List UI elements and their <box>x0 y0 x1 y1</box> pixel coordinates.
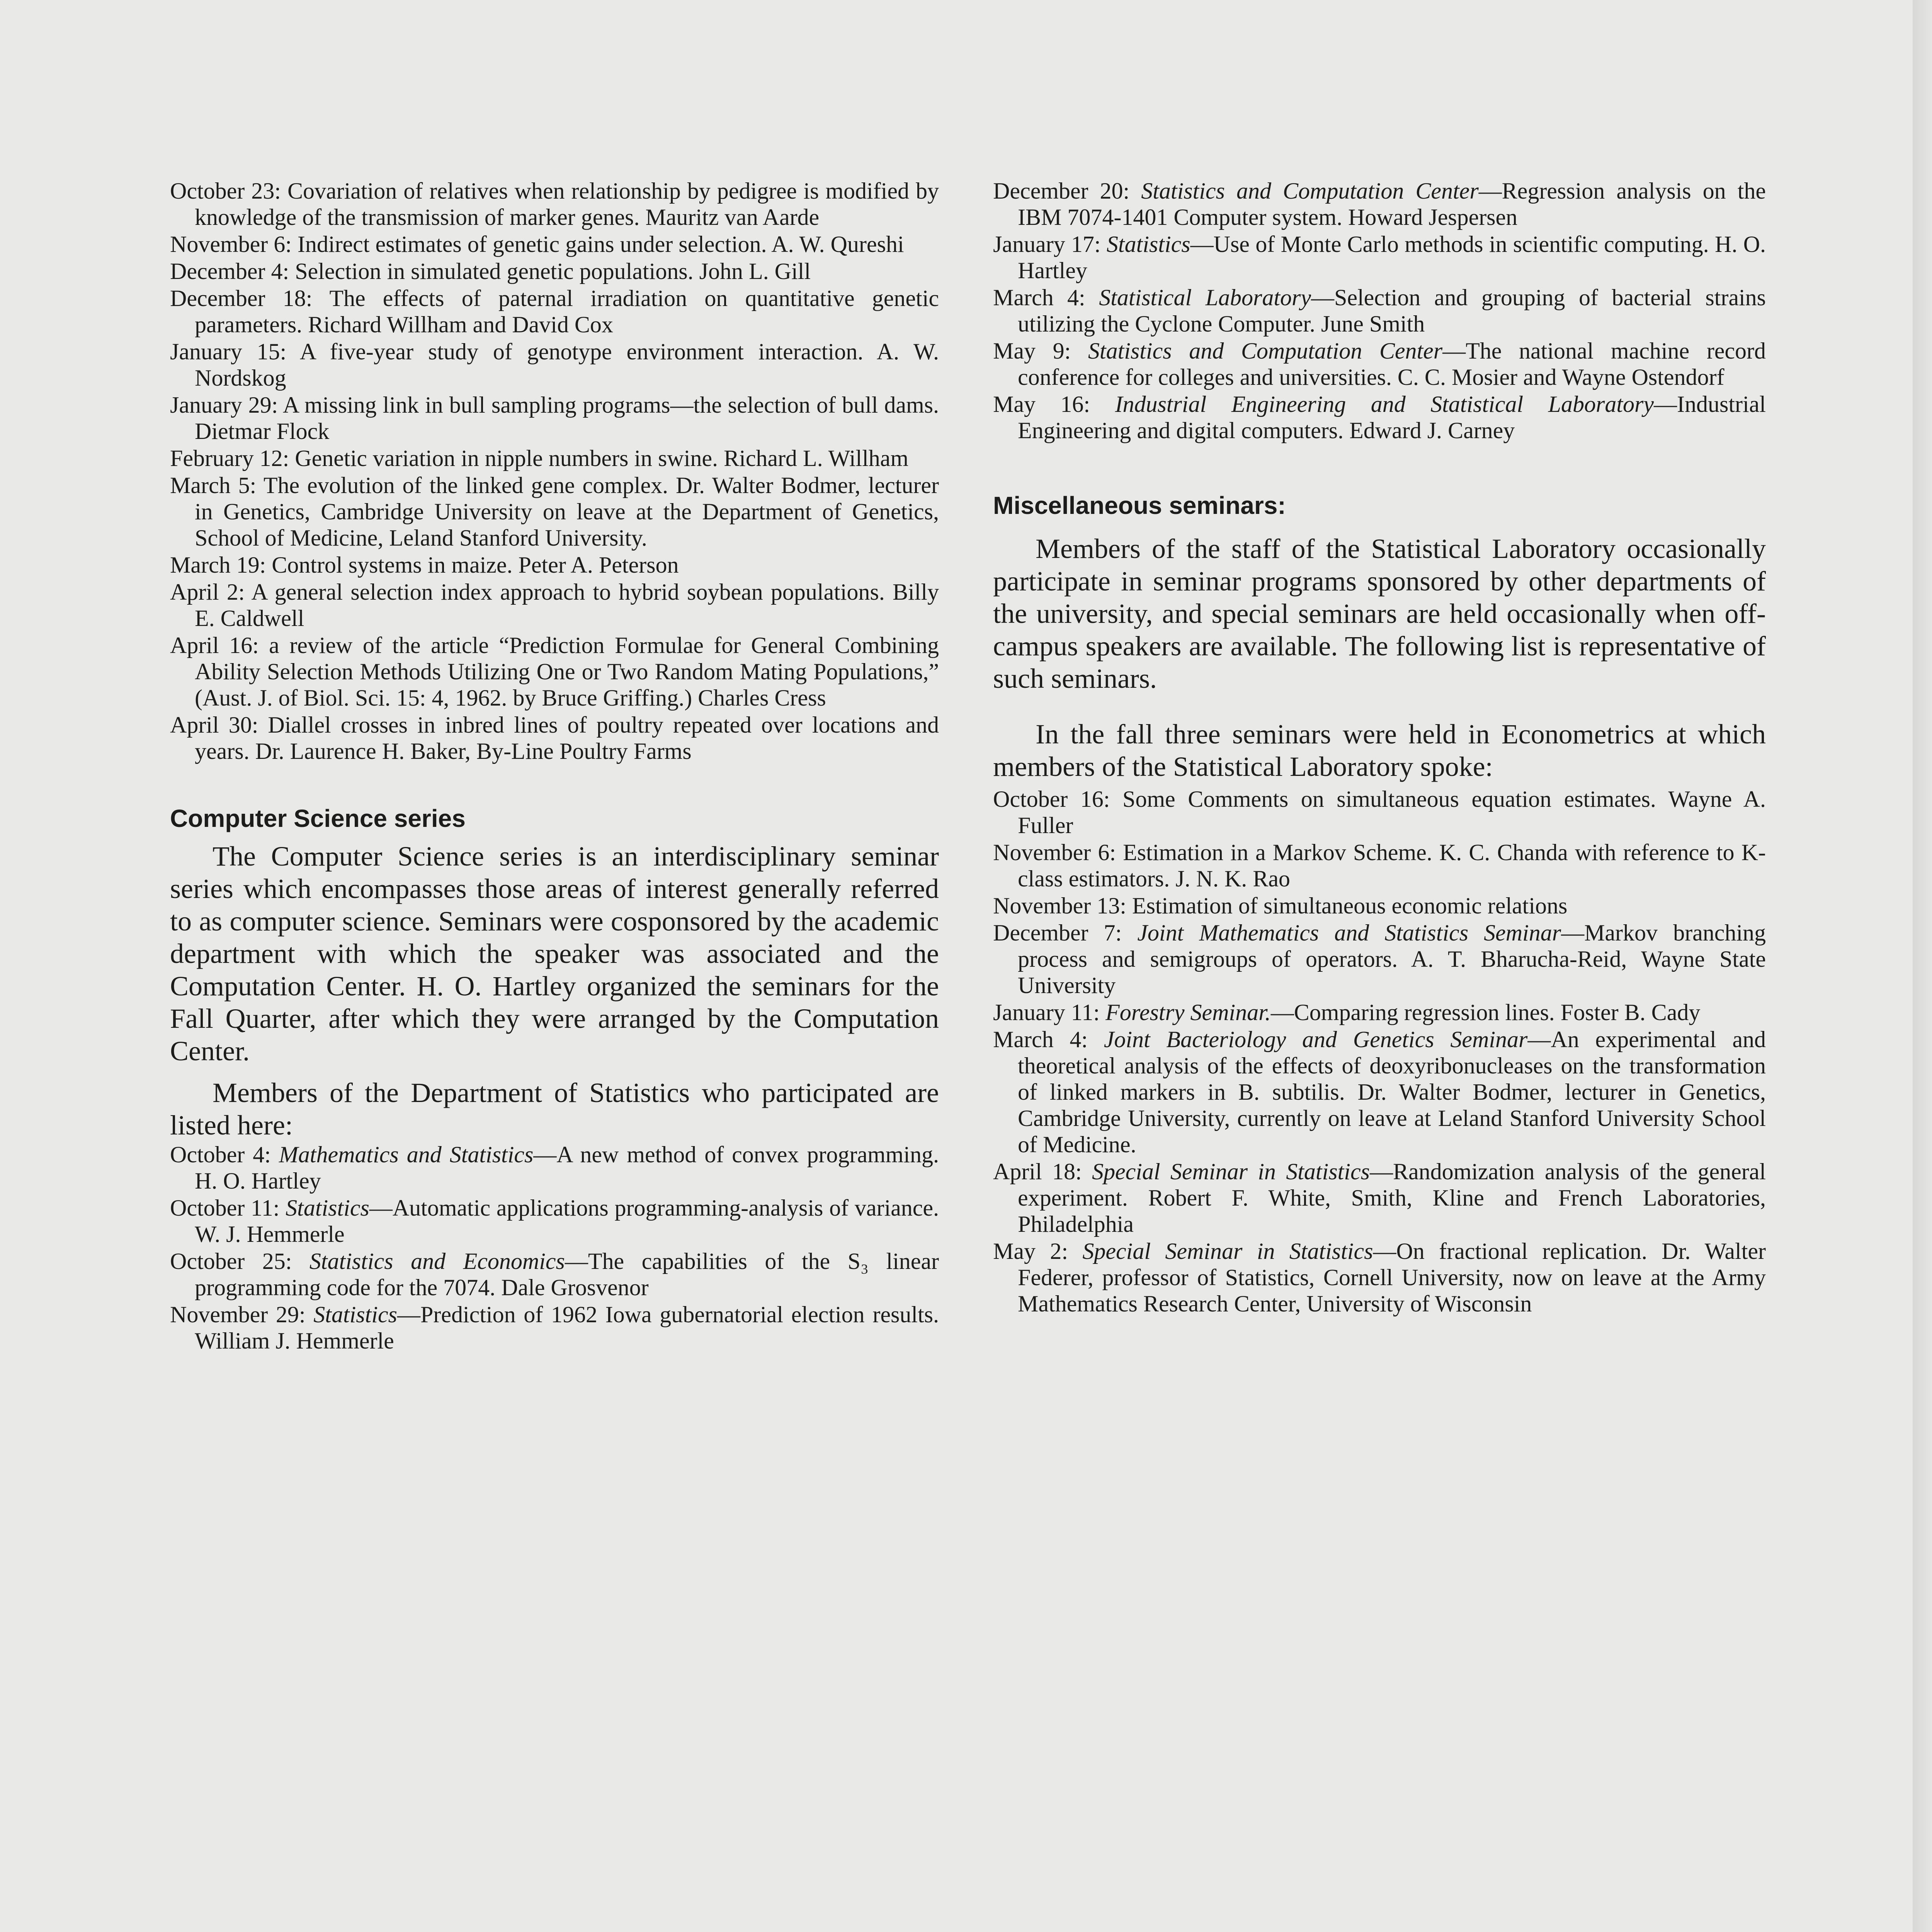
seminar-description: Diallel crosses in inbred lines of poultry repeated over locations and years. Dr. Laurence H. Baker, By-Line Poultry Farms <box>195 712 939 764</box>
seminar-description: —Markov branching process and semigroups of operators. A. T. Bharucha-Reid, Wayne State University <box>1018 920 1766 998</box>
computer-science-seminar-list <box>170 1141 939 1354</box>
seminar-series: Joint Bacteriology and Genetics Seminar <box>1104 1027 1528 1052</box>
seminar-date: December 18: <box>170 286 313 311</box>
seminar-description: —Regression analysis on the IBM 7074-1401 Computer system. Howard Jespersen <box>1018 178 1766 230</box>
computer-science-seminar-list-continued <box>993 178 1766 444</box>
seminar-description: Control systems in maize. Peter A. Peterson <box>266 552 679 578</box>
seminar-description: a review of the article “Prediction Formulae for General Combining Ability Selection Methods Utilizing One or Two Random Mating Populations,” (Aust. J. of Biol. Sci. 15: 4, 1962. by Bruce Griffing.) Charles Cress <box>195 633 939 711</box>
miscellaneous-heading: Miscellaneous seminars: <box>993 492 1286 519</box>
seminar-series: Statistics and Computation Center <box>1141 178 1479 204</box>
seminar-entry <box>170 1141 939 1194</box>
seminar-description: —Prediction of 1962 Iowa gubernatorial election results. William J. Hemmerle <box>195 1302 939 1354</box>
seminar-entry <box>993 284 1766 337</box>
seminar-date: December 20: <box>993 178 1130 204</box>
miscellaneous-seminar-list <box>993 786 1766 1317</box>
seminar-entry <box>170 1195 939 1247</box>
seminar-series: Industrial Engineering and Statistical Laboratory <box>1115 391 1654 417</box>
seminar-entry <box>993 920 1766 998</box>
seminar-entry <box>170 445 939 471</box>
seminar-date: March 4: <box>993 1027 1088 1052</box>
seminar-description: Some Comments on simultaneous equation estimates. Wayne A. Fuller <box>1018 786 1766 838</box>
seminar-description: —Comparing regression lines. Foster B. Cady <box>1270 1000 1701 1025</box>
seminar-description: A five-year study of genotype environment interaction. A. W. Nordskog <box>195 339 939 391</box>
seminar-date: October 4: <box>170 1142 271 1167</box>
seminar-date: April 30: <box>170 712 259 738</box>
computer-science-members-intro: Members of the Department of Statistics who participated are listed here: <box>170 1077 939 1141</box>
seminar-entry <box>170 338 939 391</box>
seminar-entry <box>170 552 939 578</box>
computer-science-heading: Computer Science series <box>170 804 466 832</box>
seminar-entry <box>993 999 1766 1026</box>
seminar-description: —Use of Monte Carlo methods in scientific computing. H. O. Hartley <box>1018 231 1766 283</box>
seminar-series: Forestry Seminar. <box>1105 1000 1271 1025</box>
seminar-date: May 9: <box>993 338 1071 364</box>
seminar-entry <box>170 712 939 764</box>
seminar-date: March 5: <box>170 473 257 498</box>
seminar-entry <box>170 579 939 631</box>
seminar-entry <box>993 231 1766 284</box>
seminar-entry <box>170 392 939 444</box>
seminar-entry <box>993 1026 1766 1158</box>
seminar-description: Genetic variation in nipple numbers in swine. Richard L. Willham <box>289 446 909 471</box>
seminar-description: Selection in simulated genetic populations. John L. Gill <box>289 259 811 284</box>
seminar-entry <box>993 839 1766 892</box>
seminar-description: Estimation in a Markov Scheme. K. C. Chanda with reference to K-class estimators. J. N. K. Rao <box>1018 840 1766 891</box>
seminar-entry <box>170 1248 939 1301</box>
seminar-series: Special Seminar in Statistics <box>1092 1159 1370 1184</box>
seminar-date: January 17: <box>993 231 1101 257</box>
seminar-date: March 4: <box>993 285 1085 310</box>
seminar-description: —The capabilities of the S₃ linear programming code for the 7074. Dale Grosvenor <box>195 1248 939 1300</box>
seminar-description: Covariation of relatives when relationship by pedigree is modified by knowledge of the transmission of marker genes. Mauritz van Aarde <box>195 178 939 230</box>
seminar-date: November 6: <box>993 840 1116 865</box>
seminar-date: January 29: <box>170 392 278 418</box>
seminar-series: Statistics and Computation Center <box>1088 338 1443 364</box>
seminar-date: May 2: <box>993 1238 1068 1264</box>
seminar-description: —An experimental and theoretical analysis of the effects of deoxyribonucleases on the transformation of linked markers in B. subtilis. Dr. Walter Bodmer, lecturer in Genetics, Cambridge University, currently on leave at Leland Stanford University School of Medicine. <box>1018 1027 1766 1157</box>
seminar-date: October 25: <box>170 1248 292 1274</box>
seminar-date: May 16: <box>993 391 1090 417</box>
seminar-entry <box>170 231 939 257</box>
econometrics-intro: In the fall three seminars were held in Econometrics at which members of the Statistical Laboratory spoke: <box>993 719 1766 782</box>
seminar-entry <box>993 178 1766 230</box>
seminar-description: —A new method of convex programming. H. O. Hartley <box>195 1142 939 1194</box>
seminar-date: November 6: <box>170 231 292 257</box>
seminar-entry <box>993 1158 1766 1237</box>
seminar-date: March 19: <box>170 552 266 578</box>
seminar-description: A general selection index approach to hybrid soybean populations. Billy E. Caldwell <box>195 579 939 631</box>
seminar-entry <box>170 258 939 284</box>
seminar-date: January 15: <box>170 339 287 364</box>
seminar-entry <box>993 1238 1766 1317</box>
seminar-series: Joint Mathematics and Statistics Seminar <box>1137 920 1561 946</box>
seminar-entry <box>993 391 1766 444</box>
seminar-description: —On fractional replication. Dr. Walter Federer, professor of Statistics, Cornell University, now on leave at the Army Mathematics Research Center, University of Wisconsin <box>1018 1238 1766 1316</box>
seminar-date: October 23: <box>170 178 281 204</box>
genetics-seminar-list <box>170 178 939 764</box>
seminar-description: Indirect estimates of genetic gains under selection. A. W. Qureshi <box>291 231 904 257</box>
seminar-entry <box>170 285 939 338</box>
miscellaneous-intro: Members of the staff of the Statistical Laboratory occasionally participate in seminar programs sponsored by other departments of the university, and special seminars are held occasionally when off-campus speakers are available. The following list is representative of such seminars. <box>993 533 1766 694</box>
seminar-entry <box>993 338 1766 390</box>
seminar-date: December 7: <box>993 920 1122 946</box>
computer-science-intro: The Computer Science series is an interdisciplinary seminar series which encompasses those areas of interest generally referred to as computer science. Seminars were cosponsored by the academic department with which the speaker was associated and the Computation Center. H. O. Hartley organized the seminars for the Fall Quarter, after which they were arranged by the Computation Center. <box>170 841 939 1066</box>
seminar-series: Statistics <box>1106 231 1190 257</box>
right-column <box>993 178 1766 1318</box>
seminar-description: A missing link in bull sampling programs—the selection of bull dams. Dietmar Flock <box>195 392 939 444</box>
seminar-date: January 11: <box>993 1000 1100 1025</box>
seminar-series: Statistics <box>286 1195 369 1221</box>
seminar-description: —Industrial Engineering and digital computers. Edward J. Carney <box>1018 391 1766 443</box>
seminar-entry <box>993 893 1766 919</box>
left-column <box>170 178 939 1355</box>
seminar-date: April 2: <box>170 579 245 605</box>
seminar-description: —Automatic applications programming-analysis of variance. W. J. Hemmerle <box>195 1195 939 1247</box>
seminar-date: November 13: <box>993 893 1126 918</box>
seminar-entry <box>170 472 939 551</box>
seminar-date: October 16: <box>993 786 1110 812</box>
page-edge-shadow <box>1913 0 1932 1932</box>
seminar-entry <box>170 178 939 230</box>
seminar-date: November 29: <box>170 1302 306 1327</box>
seminar-description: The effects of paternal irradiation on quantitative genetic parameters. Richard Willham and David Cox <box>195 286 939 337</box>
seminar-description: —Selection and grouping of bacterial strains utilizing the Cyclone Computer. June Smith <box>1018 285 1766 337</box>
seminar-series: Statistics <box>313 1302 397 1327</box>
seminar-date: October 11: <box>170 1195 280 1221</box>
seminar-entry <box>170 632 939 711</box>
seminar-date: December 4: <box>170 259 289 284</box>
seminar-series: Special Seminar in Statistics <box>1082 1238 1373 1264</box>
seminar-description: —The national machine record conference for colleges and universities. C. C. Mosier and Wayne Ostendorf <box>1018 338 1766 390</box>
seminar-date: February 12: <box>170 446 289 471</box>
seminar-date: April 18: <box>993 1159 1082 1184</box>
seminar-series: Statistics and Economics <box>309 1248 565 1274</box>
seminar-description: The evolution of the linked gene complex. Dr. Walter Bodmer, lecturer in Genetics, Cambridge University on leave at the Department of Genetics, School of Medicine, Leland Stanford University. <box>195 473 939 551</box>
seminar-description: Estimation of simultaneous economic relations <box>1126 893 1568 918</box>
seminar-description: —Randomization analysis of the general experiment. Robert F. White, Smith, Kline and French Laboratories, Philadelphia <box>1018 1159 1766 1237</box>
seminar-entry <box>170 1301 939 1354</box>
seminar-series: Mathematics and Statistics <box>279 1142 534 1167</box>
seminar-series: Statistical Laboratory <box>1099 285 1311 310</box>
seminar-entry <box>993 786 1766 838</box>
seminar-date: April 16: <box>170 633 259 658</box>
